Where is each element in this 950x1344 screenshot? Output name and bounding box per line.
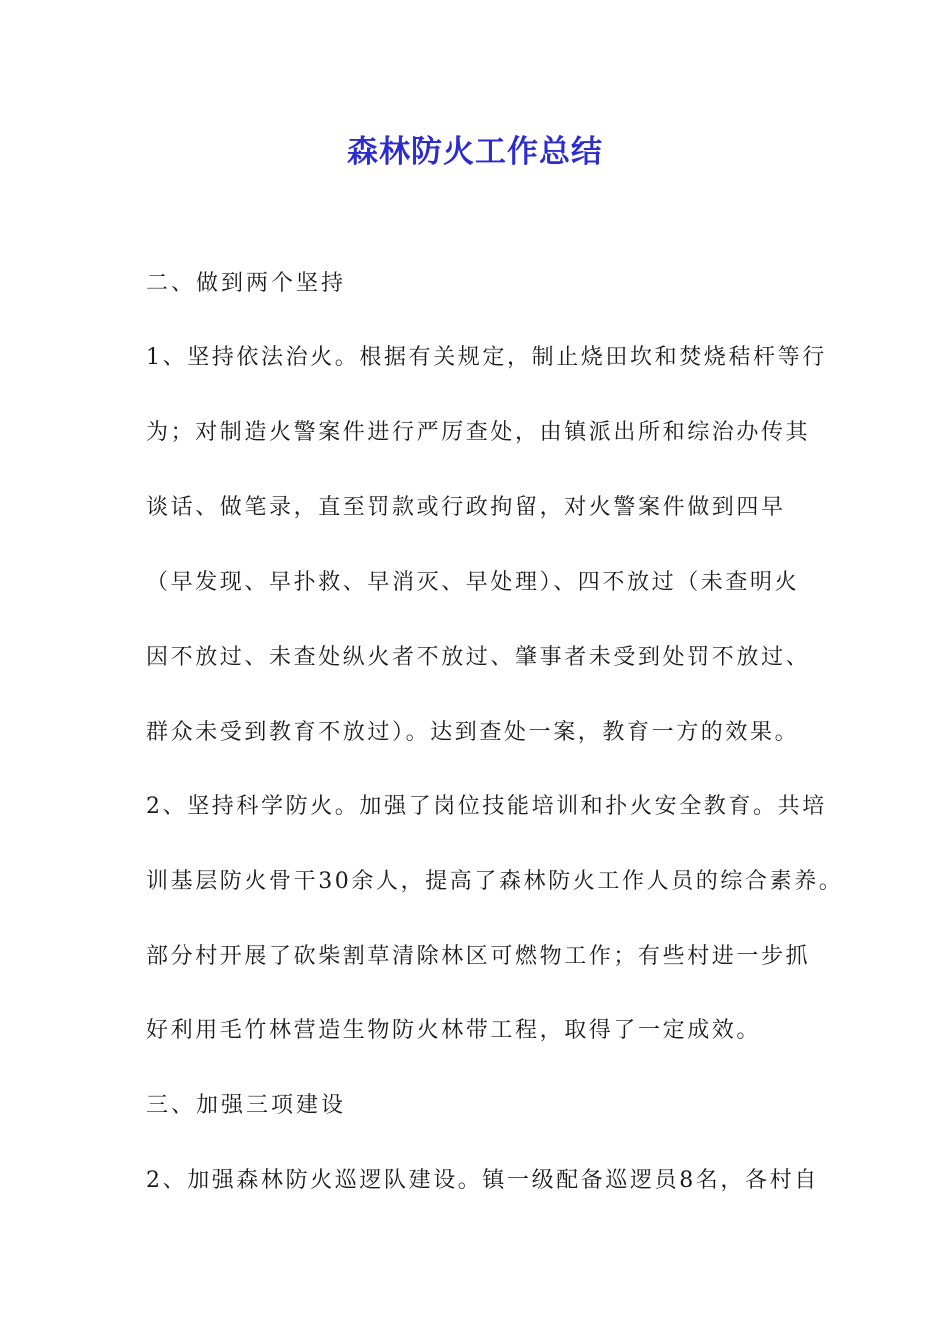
section-heading-three: 三、加强三项建设 (146, 1093, 347, 1118)
paragraph-line: 1、坚持依法治火。根据有关规定，制止烧田坎和焚烧秸杆等行 (146, 345, 827, 370)
paragraph-line: 训基层防火骨干30余人，提高了森林防火工作人员的综合素养。 (146, 869, 844, 894)
paragraph-line: 谈话、做笔录，直至罚款或行政拘留，对火警案件做到四早 (146, 495, 786, 520)
paragraph-line: 部分村开展了砍柴割草清除林区可燃物工作；有些村进一步抓 (146, 944, 811, 969)
paragraph-line: 2、坚持科学防火。加强了岗位技能培训和扑火安全教育。共培 (146, 794, 827, 819)
paragraph-line: 2、加强森林防火巡逻队建设。镇一级配备巡逻员8名，各村自 (146, 1168, 819, 1193)
paragraph-line: 因不放过、未查处纵火者不放过、肇事者未受到处罚不放过、 (146, 645, 811, 670)
paragraph-line: 群众未受到教育不放过）。达到查处一案，教育一方的效果。 (146, 720, 800, 745)
document-title: 森林防火工作总结 (347, 134, 603, 170)
section-heading-two: 二、做到两个坚持 (146, 271, 347, 296)
paragraph-line: （早发现、早扑救、早消灭、早处理）、四不放过（未查明火 (146, 570, 800, 595)
paragraph-line: 为；对制造火警案件进行严厉查处，由镇派出所和综治办传其 (146, 420, 811, 445)
paragraph-line: 好利用毛竹林营造生物防火林带工程，取得了一定成效。 (146, 1018, 762, 1043)
